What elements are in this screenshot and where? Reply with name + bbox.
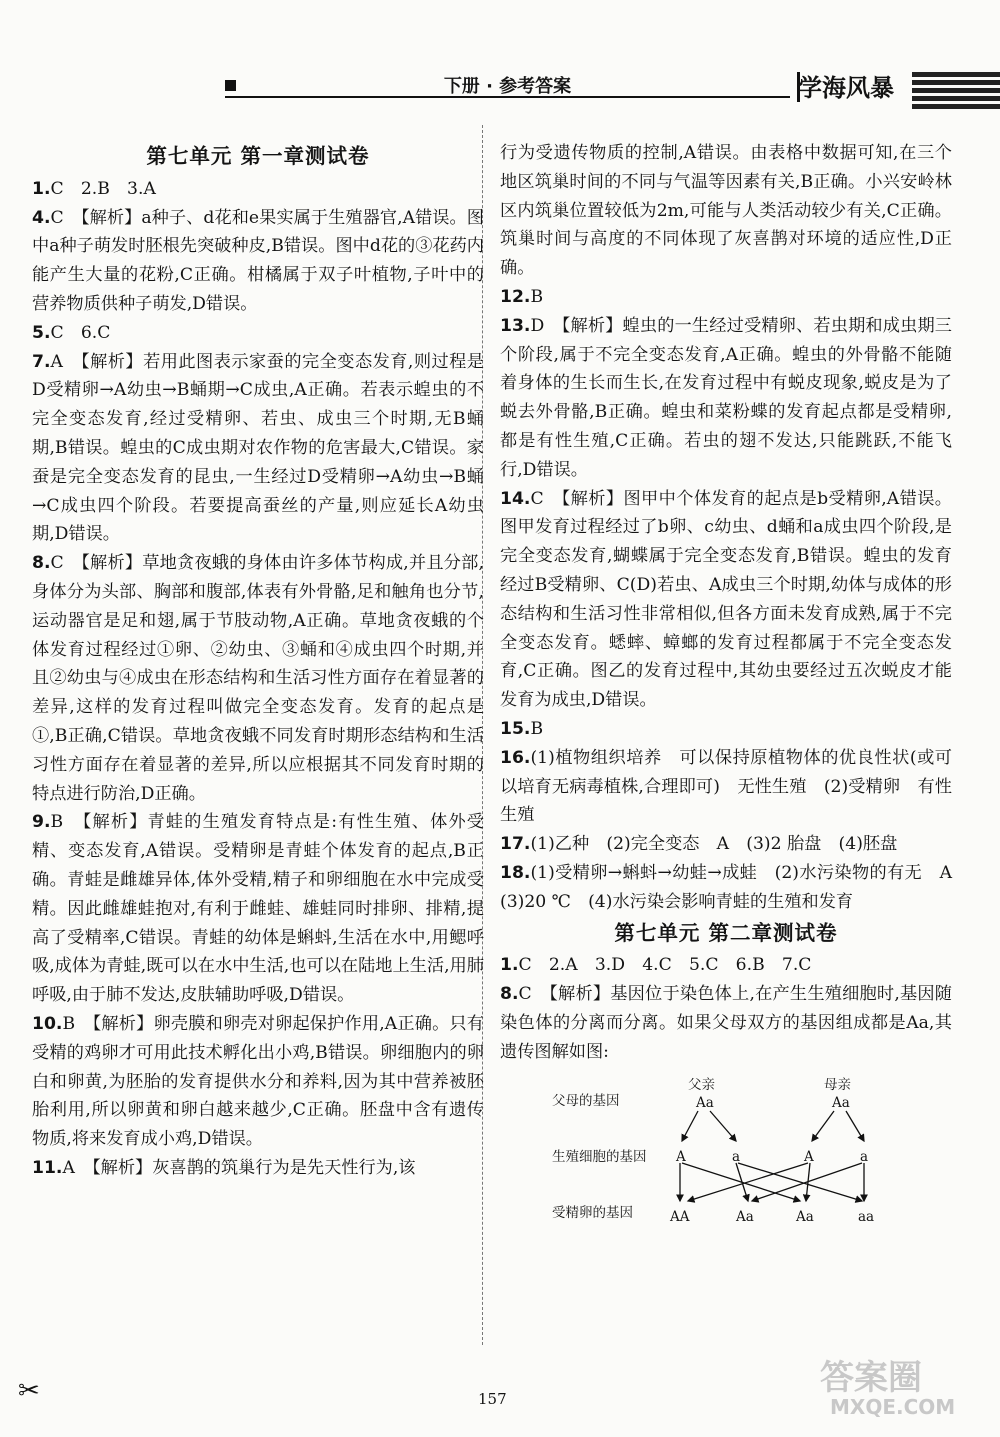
- answer-text: B 【解析】青蛙的生殖发育特点是:有性生殖、体外受精、变态发育,A错误。受精卵是青蛙个体发育的起点,B正确。青蛙是雌雄异体,体外受精,精子和卵细胞在水中完成受精。因此雌雄蛙抱对,有利于雌蛙、雄蛙同时排卵、排精,提高了受精率,C错误。青蛙的幼体是蝌蚪,生活在水中,用鳃呼吸,成体为青蛙,既可以在水中生活,也可以在陆地上生活,用肺呼吸,由于肺不发达,皮肤辅助呼吸,D错误。: [32, 812, 484, 1006]
- answer-number: 8.: [32, 553, 51, 574]
- answer-text: C 【解析】图甲中个体发育的起点是b受精卵,A错误。图甲发育过程经过了b卵、c幼虫、d蛹和a成虫四个阶段,是完全变态发育,蝴蝶属于完全变态发育,B错误。蝗虫的发育经过B受精卵、C(D)若虫、A成虫三个时期,幼体与成体的形态结构和生活习性非常相似,但各方面未发育成熟,属于不完全变态发育。蟋蟀、蟑螂的发育过程都属于不完全变态发育,C正确。图乙的发育过程中,其幼虫要经过五次蜕皮才能发育为成虫,D错误。: [500, 488, 952, 711]
- answer-number: 7.: [32, 351, 51, 372]
- zygote: AA: [670, 1208, 690, 1225]
- zygote: aa: [858, 1208, 875, 1225]
- answer-number: 17.: [500, 834, 531, 855]
- header-rule: [225, 96, 790, 98]
- answer-text: C 【解析】基因位于染色体上,在产生生殖细胞时,基因随染色体的分离而分离。如果父母双方的基因组成都是Aa,其遗传图解如图:: [500, 984, 952, 1062]
- right-column: [500, 139, 970, 1225]
- row-label-gametes: 生殖细胞的基因: [552, 1148, 647, 1165]
- zygote: Aa: [736, 1208, 754, 1225]
- answer-item: [500, 312, 952, 485]
- answer-text: C 【解析】a种子、d花和e果实属于生殖器官,A错误。图中a种子萌发时胚根先突破种皮,B错误。图中d花的③花药内能产生大量的花粉,C正确。柑橘属于双子叶植物,子叶中的营养物质供种子萌发,D错误。: [32, 207, 484, 314]
- answer-item: [32, 1010, 484, 1154]
- answer-item: [500, 485, 952, 715]
- answer-item: [32, 808, 484, 1010]
- answer-item: [500, 859, 970, 917]
- mother-genes: Aa: [832, 1094, 850, 1111]
- answer-text: (1)乙种 (2)完全变态 A (3)2 胎盘 (4)胚盘: [530, 834, 898, 855]
- answer-item: [32, 319, 484, 348]
- answer-number: 8.: [500, 984, 519, 1005]
- answer-number: 13.: [500, 315, 531, 336]
- answer-number: 16.: [500, 747, 531, 768]
- page-number: 157: [478, 1390, 507, 1408]
- answer-text: B 【解析】卵壳膜和卵壳对卵起保护作用,A正确。只有受精的鸡卵才可用此技术孵化出小鸡,B错误。卵细胞内的卵白和卵黄,为胚胎的发育提供水分和养料,因为其中营养被胚胎利用,所以卵黄和卵白越来越少,C正确。胚盘中含有遗传物质,将来发育成小鸡,D错误。: [32, 1013, 484, 1150]
- inheritance-diagram: [500, 1071, 952, 1225]
- answer-item: [32, 1154, 484, 1183]
- decor-stripes: [912, 72, 1000, 116]
- answer-text: D 【解析】蝗虫的一生经过受精卵、若虫期和成虫期三个阶段,属于不完全变态发育,A正确。蝗虫的外骨骼不能随着身体的生长而生长,在发育过程中有蜕皮现象,蜕皮是为了蜕去外骨骼,B正确。蝗虫和菜粉蝶的发育起点都是受精卵,都是有性生殖,C正确。若虫的翅不发达,只能跳跃,不能飞行,D错误。: [500, 315, 952, 480]
- answer-item: [32, 549, 484, 808]
- answer-text: C 【解析】草地贪夜蛾的身体由许多体节构成,并且分部,身体分为头部、胸部和腹部,体表有外骨骼,足和触角也分节,运动器官是足和翅,属于节肢动物,A正确。草地贪夜蛾的个体发育过程经过①卵、②幼虫、③蛹和④成虫四个时期,并且②幼虫与④成虫在形态结构和生活习性方面存在着显著的差异,这样的发育过程叫做完全变态发育。发育的起点是①,B正确,C错误。草地贪夜蛾不同发育时期形态结构和生活习性方面存在着显著的差异,所以应根据其不同发育时期的特点进行防治,D正确。: [32, 553, 484, 804]
- gamete: a: [860, 1148, 869, 1165]
- answer-text: A 【解析】灰喜鹊的筑巢行为是先天性行为,该: [62, 1157, 416, 1178]
- answer-item: [500, 744, 952, 830]
- section-title: 第七单元 第一章测试卷: [146, 144, 370, 168]
- answer-text: (1)植物组织培养 可以保持原植物体的优良性状(或可以培育无病毒植株,合理即可) 无性生殖 (2)受精卵 有性生殖: [500, 747, 952, 826]
- answer-item: [32, 348, 484, 550]
- answer-item: [500, 951, 952, 980]
- header-title: 下册 · 参考答案: [443, 76, 572, 97]
- row-label-parents: 父母的基因: [552, 1092, 620, 1109]
- answer-number: 9.: [32, 812, 51, 833]
- scissors-icon: ✂: [18, 1376, 40, 1406]
- answer-number: 11.: [32, 1157, 63, 1178]
- answer-text: B: [530, 286, 544, 307]
- answer-text: C 2.B 3.A: [50, 178, 156, 199]
- answer-text: B: [530, 718, 544, 739]
- answer-number: 14.: [500, 488, 531, 509]
- zygote: Aa: [796, 1208, 814, 1225]
- answer-number: 10.: [32, 1013, 63, 1034]
- left-column: [32, 140, 484, 1183]
- answer-text: (1)受精卵→蝌蚪→幼蛙→成蛙 (2)水污染物的有无 A (3)20 ℃ (4)水污染会影响青蛙的生殖和发育: [500, 862, 970, 912]
- watermark: 答案圈: [820, 1358, 922, 1398]
- gamete: A: [804, 1148, 814, 1165]
- answer-number: 5.: [32, 322, 51, 343]
- father-genes: Aa: [696, 1094, 714, 1111]
- answer-text: C 2.A 3.D 4.C 5.C 6.B 7.C: [518, 955, 812, 976]
- answer-text: C 6.C: [50, 322, 111, 343]
- answer-item: [32, 204, 484, 319]
- father-label: 父亲: [688, 1076, 715, 1093]
- answer-item: [32, 175, 484, 204]
- page-header: [225, 72, 790, 98]
- watermark-url: MXQE.COM: [830, 1395, 956, 1419]
- answer-number: 12.: [500, 286, 531, 307]
- answer-item: [500, 980, 952, 1066]
- answer-number: 1.: [32, 178, 51, 199]
- answer-item: [500, 830, 952, 859]
- answer-number: 4.: [32, 207, 51, 228]
- answer-continuation: 行为受遗传物质的控制,A错误。由表格中数据可知,在三个地区筑巢时间的不同与气温等因素有关,B正确。小兴安岭林区内筑巢位置较低为2m,可能与人类活动较少有关,C正确。筑巢时间与高度的不同体现了灰喜鹊对环境的适应性,D正确。: [500, 143, 952, 279]
- row-label-zygotes: 受精卵的基因: [552, 1204, 633, 1221]
- answer-number: 1.: [500, 955, 519, 976]
- answer-text: A 【解析】若用此图表示家蚕的完全变态发育,则过程是D受精卵→A幼虫→B蛹期→C成虫,A正确。若表示蝗虫的不完全变态发育,经过受精卵、若虫、成虫三个时期,无B蛹期,B错误。蝗虫的C成虫期对农作物的危害最大,C错误。家蚕是完全变态发育的昆虫,一生经过D受精卵→A幼虫→B蛹→C成虫四个阶段。若要提高蚕丝的产量,则应延长A幼虫期,D错误。: [32, 351, 484, 545]
- answer-item: [500, 715, 952, 744]
- gamete: A: [676, 1148, 686, 1165]
- section2-title: 第七单元 第二章测试卷: [614, 920, 838, 945]
- answer-number: 15.: [500, 718, 531, 739]
- brand-logo: 学海风暴: [798, 74, 894, 102]
- mother-label: 母亲: [824, 1076, 851, 1093]
- gamete: a: [732, 1148, 741, 1165]
- answer-item: [500, 283, 952, 312]
- answer-number: 18.: [500, 862, 531, 883]
